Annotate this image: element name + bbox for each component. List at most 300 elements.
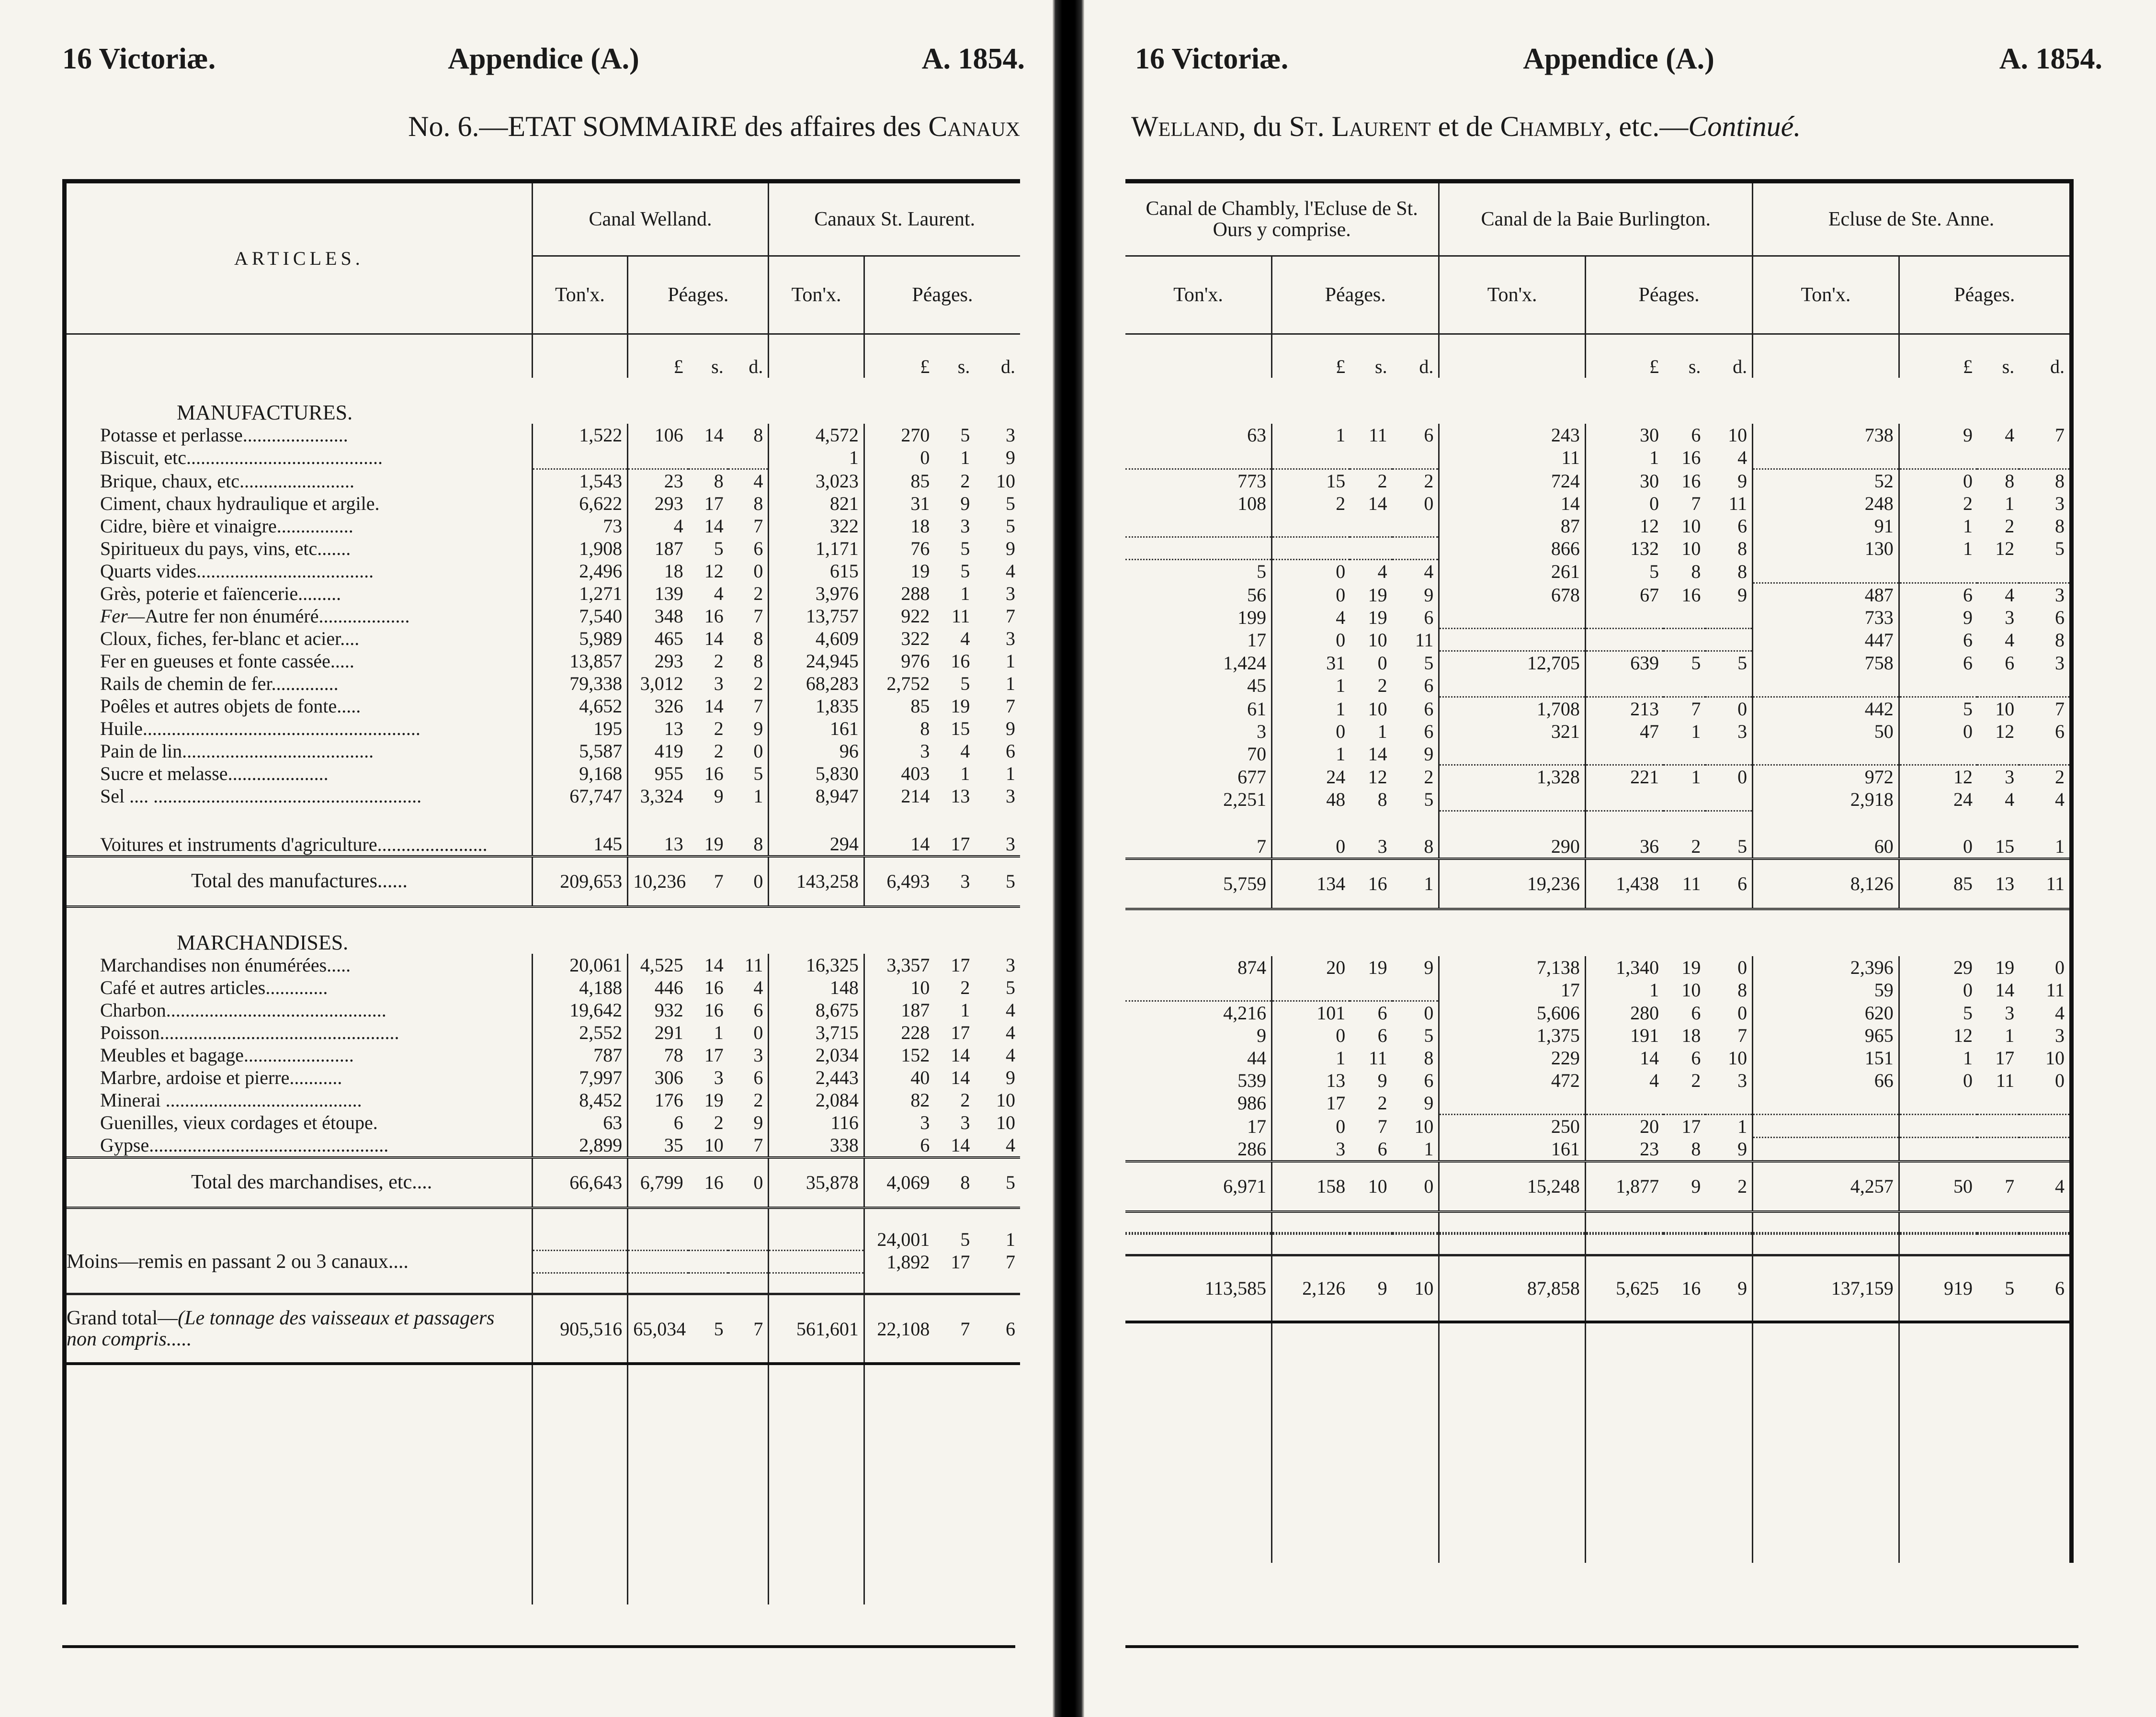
shillings-cell: 10 bbox=[1681, 537, 1701, 559]
moins-row bbox=[65, 1251, 1021, 1273]
row-label: Grès, poterie et faïencerie......... bbox=[100, 582, 341, 604]
tonnage-cell bbox=[532, 446, 628, 469]
shillings-cell: 16 bbox=[951, 650, 970, 672]
tonnage-cell: 472 bbox=[1439, 1069, 1586, 1092]
pounds-cell bbox=[1899, 1138, 1977, 1162]
tonnage-cell: 66 bbox=[1753, 1069, 1899, 1092]
shillings-cell: 8 bbox=[1377, 789, 1387, 810]
pounds-cell: 932 bbox=[628, 999, 688, 1021]
pence-cell: 0 bbox=[1424, 1002, 1434, 1024]
pence-cell: 3 bbox=[1006, 627, 1015, 649]
shillings-cell bbox=[1977, 446, 2019, 469]
pounds-cell: 0 bbox=[1272, 583, 1350, 606]
pounds-cell: 0 bbox=[1272, 560, 1350, 583]
tonnage-cell: 866 bbox=[1439, 537, 1586, 560]
shillings-cell: 11 bbox=[951, 605, 970, 627]
tonnage-cell: 6,971 bbox=[1125, 1161, 1272, 1211]
shillings-cell: 1 bbox=[960, 762, 970, 784]
pence-cell: 9 bbox=[1006, 447, 1015, 468]
pence-cell: 2 bbox=[753, 1089, 763, 1111]
shillings-cell: 12 bbox=[704, 560, 724, 582]
pounds-cell bbox=[628, 446, 688, 469]
pounds-cell: 17 bbox=[1272, 1092, 1350, 1114]
tonnage-cell: 108 bbox=[1237, 492, 1267, 514]
shillings-cell: 17 bbox=[704, 1044, 724, 1066]
table-row bbox=[65, 785, 1021, 807]
tonnage-cell: 143,258 bbox=[769, 856, 864, 906]
pounds-cell: 3 bbox=[864, 740, 934, 762]
pence-cell bbox=[1705, 629, 1752, 651]
pounds-cell bbox=[1899, 1114, 1977, 1138]
pence-cell: 1 bbox=[1006, 1228, 1015, 1250]
grand-total-row bbox=[1125, 1255, 2072, 1322]
tonnage-cell: 4,652 bbox=[532, 695, 628, 717]
pounds-cell bbox=[1272, 446, 1350, 469]
tonnage-cell: 9,168 bbox=[532, 762, 628, 785]
shillings-cell: 16 bbox=[1681, 447, 1701, 468]
pence-cell bbox=[2019, 560, 2071, 583]
shillings-cell: 3 bbox=[714, 1066, 724, 1088]
pounds-cell: 3 bbox=[1272, 1138, 1350, 1162]
tonnage-cell: 195 bbox=[532, 717, 628, 740]
table-left bbox=[62, 179, 1020, 1604]
shillings-cell: 2 bbox=[2005, 515, 2015, 537]
pounds-cell: 40 bbox=[864, 1066, 934, 1089]
shillings-cell: 1 bbox=[1691, 720, 1701, 742]
pounds-cell: 20 bbox=[1585, 1114, 1664, 1138]
shillings-cell bbox=[1664, 1092, 1705, 1114]
pence-cell: 9 bbox=[1737, 470, 1747, 492]
shillings-cell: 17 bbox=[1995, 1047, 2015, 1069]
pence-cell: 3 bbox=[1006, 424, 1015, 446]
fer-prefix: Fer— bbox=[100, 605, 145, 627]
pounds-cell: 6,493 bbox=[864, 856, 934, 906]
shilling-label: s. bbox=[1375, 356, 1387, 377]
shillings-cell: 6 bbox=[1691, 1002, 1701, 1024]
pounds-cell: 1 bbox=[1272, 743, 1350, 765]
shillings-cell: 12 bbox=[1368, 766, 1387, 788]
shillings-cell bbox=[1977, 743, 2019, 765]
shillings-cell: 5 bbox=[960, 424, 970, 446]
pounds-cell: 20 bbox=[1272, 956, 1350, 979]
pounds-cell bbox=[1585, 743, 1664, 765]
pounds-cell: 187 bbox=[628, 537, 688, 560]
tonnage-cell: 73 bbox=[532, 515, 628, 537]
tonnage-cell: 63 bbox=[532, 1111, 628, 1134]
pounds-cell: 0 bbox=[1899, 469, 1977, 492]
tonnage-cell: 321 bbox=[1439, 720, 1586, 743]
shillings-cell: 19 bbox=[1995, 956, 2015, 978]
table-row bbox=[1125, 583, 2072, 606]
tonnage-cell: 561,601 bbox=[769, 1294, 864, 1364]
pence-cell: 3 bbox=[2055, 492, 2065, 514]
row-label: Biscuit, etc......................................... bbox=[100, 447, 383, 468]
tonnage-cell: 2,552 bbox=[532, 1021, 628, 1044]
pounds-cell: 0 bbox=[1585, 492, 1664, 515]
tonnage-cell: 145 bbox=[532, 807, 628, 857]
shillings-cell bbox=[1977, 1138, 2019, 1162]
pounds-cell: 187 bbox=[864, 999, 934, 1021]
pounds-cell bbox=[1899, 674, 1977, 697]
tonnage-cell bbox=[1439, 788, 1586, 811]
pence-cell: 9 bbox=[1424, 584, 1434, 606]
table-row bbox=[65, 717, 1021, 740]
pounds-cell: 6 bbox=[1899, 583, 1977, 606]
shillings-cell: 0 bbox=[1377, 652, 1387, 674]
shillings-cell: 4 bbox=[960, 627, 970, 649]
shillings-cell: 10 bbox=[1995, 698, 2015, 720]
shillings-cell: 2 bbox=[714, 1111, 724, 1133]
pence-cell: 5 bbox=[1737, 652, 1747, 674]
tolls-header: Péages. bbox=[628, 256, 769, 334]
pounds-cell: 446 bbox=[628, 976, 688, 999]
pence-cell bbox=[2019, 1114, 2071, 1138]
pence-cell: 3 bbox=[1006, 785, 1015, 807]
tonnage-cell: 2,496 bbox=[532, 560, 628, 582]
tonnage-cell: 1,908 bbox=[532, 537, 628, 560]
tonnage-cell: 20,061 bbox=[532, 954, 628, 976]
tonnage-cell bbox=[1753, 1092, 1899, 1114]
pounds-cell: 65,034 bbox=[628, 1294, 688, 1364]
pounds-cell: 221 bbox=[1585, 765, 1664, 789]
tonnage-cell: 1,328 bbox=[1439, 765, 1586, 789]
shillings-cell bbox=[1977, 560, 2019, 583]
pence-cell: 8 bbox=[1424, 1047, 1434, 1069]
row-label: Café et autres articles............. bbox=[100, 976, 328, 998]
shillings-cell: 7 bbox=[960, 1318, 970, 1340]
pence-cell: 1 bbox=[1392, 858, 1439, 909]
table-row bbox=[1125, 697, 2072, 720]
pence-cell: 10 bbox=[1728, 424, 1747, 446]
pence-cell: 10 bbox=[1414, 1115, 1434, 1137]
table-row bbox=[1125, 1047, 2072, 1069]
table-row bbox=[65, 650, 1021, 672]
table-right bbox=[1125, 179, 2074, 1563]
shillings-cell: 10 bbox=[1350, 1161, 1392, 1211]
pence-cell: 0 bbox=[753, 1021, 763, 1043]
table-row bbox=[65, 627, 1021, 650]
pounds-cell: 31 bbox=[1272, 651, 1350, 675]
grand-total-text: Grand total— bbox=[67, 1307, 178, 1329]
pounds-cell: 12 bbox=[1899, 765, 1977, 789]
pounds-cell: 0 bbox=[1899, 1069, 1977, 1092]
pounds-cell: 1,877 bbox=[1585, 1161, 1664, 1211]
pounds-cell: 31 bbox=[864, 492, 934, 515]
tonnage-cell: 1,375 bbox=[1439, 1024, 1586, 1047]
pounds-cell: 1,438 bbox=[1585, 858, 1664, 909]
pence-cell: 6 bbox=[2055, 1277, 2065, 1299]
tonnage-cell: 4,216 bbox=[1223, 1002, 1267, 1024]
shillings-cell: 7 bbox=[1977, 1161, 2019, 1211]
row-label: Total des manufactures...... bbox=[65, 856, 533, 906]
table-row bbox=[1125, 651, 2072, 675]
pence-cell: 5 bbox=[1424, 1025, 1434, 1046]
table-row bbox=[65, 1066, 1021, 1089]
tonnage-cell: 972 bbox=[1753, 765, 1899, 789]
pounds-cell: 3 bbox=[864, 1111, 934, 1134]
table-row bbox=[1125, 1001, 2072, 1025]
pounds-cell: 132 bbox=[1585, 537, 1664, 560]
pence-cell: 4 bbox=[2055, 789, 2065, 810]
pounds-cell: 280 bbox=[1585, 1001, 1664, 1025]
tonnage-cell: 13,757 bbox=[769, 605, 864, 627]
pence-cell bbox=[1705, 674, 1752, 697]
tonnage-cell: 9 bbox=[1257, 1025, 1267, 1046]
tonnage-cell: 539 bbox=[1237, 1070, 1267, 1091]
tonnage-cell: 1,171 bbox=[769, 537, 864, 560]
tonnage-cell bbox=[1125, 515, 1272, 537]
pence-cell: 1 bbox=[753, 785, 763, 807]
pounds-cell: 67 bbox=[1585, 583, 1664, 606]
tonnage-cell: 59 bbox=[1753, 979, 1899, 1001]
pence-cell: 2 bbox=[1424, 470, 1434, 492]
tonnage-cell: 60 bbox=[1753, 811, 1899, 858]
pounds-cell: 1 bbox=[1899, 537, 1977, 560]
pence-cell: 4 bbox=[2019, 1161, 2071, 1211]
pence-label: d. bbox=[1733, 356, 1747, 377]
tonnage-cell: 8,452 bbox=[532, 1089, 628, 1111]
shillings-cell: 6 bbox=[1377, 1025, 1387, 1046]
shillings-cell: 6 bbox=[1691, 424, 1701, 446]
shillings-cell: 3 bbox=[960, 1111, 970, 1133]
tonnage-cell bbox=[1753, 1138, 1899, 1162]
shillings-cell: 9 bbox=[960, 492, 970, 514]
pounds-cell: 19 bbox=[864, 560, 934, 582]
tonnage-cell: 87,858 bbox=[1439, 1255, 1586, 1322]
pence-cell: 9 bbox=[1737, 1277, 1747, 1299]
pounds-cell: 0 bbox=[1899, 979, 1977, 1001]
pence-cell: 8 bbox=[753, 627, 763, 649]
pence-label: d. bbox=[1419, 356, 1434, 377]
pence-cell: 5 bbox=[1424, 652, 1434, 674]
tonnage-cell: 5,759 bbox=[1125, 858, 1272, 909]
tolls-header: Péages. bbox=[1585, 256, 1752, 334]
tonnage-cell: 261 bbox=[1439, 560, 1586, 583]
shillings-cell: 4 bbox=[714, 582, 724, 604]
shillings-cell: 3 bbox=[934, 856, 975, 906]
pence-cell: 7 bbox=[753, 695, 763, 717]
pence-cell: 3 bbox=[2055, 652, 2065, 674]
row-label: Rails de chemin de fer.............. bbox=[100, 672, 339, 694]
table-row bbox=[1125, 606, 2072, 629]
pounds-cell: 1 bbox=[1272, 697, 1350, 720]
shillings-cell: 2 bbox=[714, 740, 724, 762]
shillings-cell: 1 bbox=[960, 447, 970, 468]
shillings-cell: 9 bbox=[1664, 1161, 1705, 1211]
pounds-cell: 23 bbox=[1585, 1138, 1664, 1162]
shillings-cell: 1 bbox=[714, 1021, 724, 1043]
tolls-header: Péages. bbox=[864, 256, 1020, 334]
pounds-cell: 403 bbox=[864, 762, 934, 785]
shillings-cell: 10 bbox=[1368, 698, 1387, 720]
pence-cell: 0 bbox=[728, 1157, 769, 1208]
tonnage-cell: 1,424 bbox=[1223, 652, 1267, 674]
pence-cell: 3 bbox=[1006, 954, 1015, 976]
shilling-label: s. bbox=[957, 356, 970, 377]
pounds-cell: 15 bbox=[1272, 469, 1350, 492]
shillings-cell: 6 bbox=[1377, 1002, 1387, 1024]
pence-cell: 1 bbox=[1006, 650, 1015, 672]
pounds-cell: 9 bbox=[1899, 424, 1977, 446]
pence-cell: 4 bbox=[1737, 447, 1747, 468]
tonnage-cell: 17 bbox=[1247, 629, 1267, 651]
pence-cell: 7 bbox=[2055, 698, 2065, 720]
pounds-cell: 0 bbox=[1899, 720, 1977, 743]
pence-cell: 4 bbox=[753, 470, 763, 492]
shillings-cell: 1 bbox=[2005, 492, 2015, 514]
pounds-cell bbox=[1899, 1092, 1977, 1114]
pounds-cell: 322 bbox=[864, 627, 934, 650]
pounds-cell: 6 bbox=[1899, 651, 1977, 675]
table-row bbox=[1125, 515, 2072, 537]
pounds-cell: 1 bbox=[1585, 446, 1664, 469]
tonnage-cell: 733 bbox=[1753, 606, 1899, 629]
pence-cell: 0 bbox=[1392, 1161, 1439, 1211]
pence-cell: 7 bbox=[1006, 1251, 1015, 1273]
pence-cell: 7 bbox=[753, 515, 763, 537]
table-row bbox=[65, 672, 1021, 695]
tonnage-cell: 243 bbox=[1439, 424, 1586, 446]
pence-cell: 6 bbox=[1424, 698, 1434, 720]
pence-cell: 3 bbox=[1006, 582, 1015, 604]
tonnage-cell: 5,587 bbox=[532, 740, 628, 762]
tonnage-cell: 322 bbox=[769, 515, 864, 537]
pounds-cell: 1 bbox=[1272, 1047, 1350, 1069]
table-title-right: Welland, du St. Laurent et de Chambly, etc.—Continué. bbox=[1131, 111, 1801, 142]
table-row bbox=[65, 1021, 1021, 1044]
shillings-cell: 5 bbox=[960, 672, 970, 694]
tonnage-cell: 677 bbox=[1237, 766, 1267, 788]
tonnage-cell: 4,188 bbox=[532, 976, 628, 999]
pence-cell: 4 bbox=[1006, 999, 1015, 1021]
pence-cell: 0 bbox=[1737, 956, 1747, 978]
shillings-cell: 4 bbox=[2005, 424, 2015, 446]
shilling-label: s. bbox=[2002, 356, 2015, 377]
tonnage-cell: 7,138 bbox=[1439, 956, 1586, 979]
grand-total-label bbox=[65, 1294, 533, 1364]
shillings-cell: 17 bbox=[951, 833, 970, 855]
tonnage-cell: 70 bbox=[1247, 743, 1267, 765]
articles-header: ARTICLES. bbox=[65, 181, 533, 334]
shilling-label: s. bbox=[711, 356, 724, 377]
tonnage-cell: 442 bbox=[1753, 697, 1899, 720]
table-row bbox=[65, 446, 1021, 469]
pence-cell: 6 bbox=[1424, 424, 1434, 446]
shillings-cell: 2 bbox=[960, 976, 970, 998]
shillings-cell: 12 bbox=[1995, 537, 2015, 559]
tonnage-cell: 7,540 bbox=[532, 605, 628, 627]
shillings-cell bbox=[1977, 1092, 2019, 1114]
shillings-cell: 3 bbox=[960, 515, 970, 537]
dotted-cell bbox=[728, 1251, 769, 1273]
pounds-cell: 10,236 bbox=[628, 856, 688, 906]
pence-cell bbox=[1705, 606, 1752, 629]
header-year: A. 1854. bbox=[1999, 43, 2102, 75]
tonnage-cell: 67,747 bbox=[532, 785, 628, 807]
shilling-label: s. bbox=[1688, 356, 1701, 377]
pounds-cell: 288 bbox=[864, 582, 934, 605]
header-appendix: Appendice (A.) bbox=[448, 43, 639, 75]
tonnage-cell: 17 bbox=[1247, 1115, 1267, 1137]
pounds-cell bbox=[1585, 629, 1664, 651]
pence-cell: 5 bbox=[2055, 537, 2065, 559]
tonnage-cell: 4,609 bbox=[769, 627, 864, 650]
pence-cell: 10 bbox=[996, 470, 1015, 492]
tonnage-cell: 161 bbox=[1439, 1138, 1586, 1162]
tonnage-cell: 724 bbox=[1439, 469, 1586, 492]
pence-cell: 7 bbox=[1737, 1025, 1747, 1046]
tonnage-cell: 44 bbox=[1247, 1047, 1267, 1069]
shillings-cell: 1 bbox=[960, 582, 970, 604]
pounds-cell: 14 bbox=[1585, 1047, 1664, 1069]
pence-cell: 1 bbox=[1424, 1138, 1434, 1160]
shillings-cell: 14 bbox=[951, 1044, 970, 1066]
pence-cell: 5 bbox=[1006, 515, 1015, 537]
table-row bbox=[65, 605, 1021, 627]
tonnage-cell: 96 bbox=[769, 740, 864, 762]
shillings-cell: 16 bbox=[1681, 584, 1701, 606]
pounds-cell: 13 bbox=[1272, 1069, 1350, 1092]
pence-cell: 6 bbox=[753, 537, 763, 559]
table-row bbox=[1125, 979, 2072, 1001]
shillings-cell: 17 bbox=[1681, 1115, 1701, 1137]
row-label: Cidre, bière et vinaigre................ bbox=[100, 515, 353, 537]
tolls-header: Péages. bbox=[1272, 256, 1439, 334]
pounds-cell: 9 bbox=[1899, 606, 1977, 629]
tonnage-cell: 1,835 bbox=[769, 695, 864, 717]
pounds-cell: 3,012 bbox=[628, 672, 688, 695]
pence-cell bbox=[2019, 1092, 2071, 1114]
shillings-cell: 11 bbox=[1664, 858, 1705, 909]
shillings-cell: 4 bbox=[1377, 561, 1387, 582]
pence-cell: 4 bbox=[2055, 1002, 2065, 1024]
dotted-cell bbox=[628, 1251, 688, 1273]
row-label: Huile.......................................................... bbox=[100, 717, 420, 739]
tonnage-cell: 17 bbox=[1439, 979, 1586, 1001]
pence-label: d. bbox=[2050, 356, 2065, 377]
pounds-cell: 12 bbox=[1899, 1024, 1977, 1047]
pence-cell: 9 bbox=[1006, 1066, 1015, 1088]
pounds-cell: 78 bbox=[628, 1044, 688, 1066]
pounds-cell: 10 bbox=[864, 976, 934, 999]
tonnage-cell: 2,899 bbox=[532, 1134, 628, 1158]
pounds-cell: 24 bbox=[1899, 788, 1977, 811]
shillings-cell: 2 bbox=[960, 1089, 970, 1111]
pounds-cell: 293 bbox=[628, 492, 688, 515]
shillings-cell: 5 bbox=[2005, 1277, 2015, 1299]
pence-cell: 6 bbox=[1737, 515, 1747, 537]
tonnage-cell: 116 bbox=[769, 1111, 864, 1134]
pence-cell: 4 bbox=[1006, 1134, 1015, 1156]
tonnage-cell: 3,023 bbox=[769, 469, 864, 492]
table-row bbox=[65, 999, 1021, 1021]
pence-cell: 10 bbox=[2045, 1047, 2065, 1069]
row-label: Charbon.............................................. bbox=[100, 999, 386, 1021]
table-row bbox=[65, 1134, 1021, 1158]
tonnage-cell: 12,705 bbox=[1439, 651, 1586, 675]
pounds-cell: 5 bbox=[1899, 697, 1977, 720]
shillings-cell: 1 bbox=[1691, 766, 1701, 788]
shillings-cell: 3 bbox=[714, 672, 724, 694]
shillings-cell: 7 bbox=[1691, 698, 1701, 720]
tonnage-cell: 113,585 bbox=[1204, 1277, 1267, 1299]
tonnage-cell: 2,918 bbox=[1753, 788, 1899, 811]
shillings-cell: 9 bbox=[1377, 1070, 1387, 1091]
shillings-cell: 8 bbox=[1691, 1138, 1701, 1160]
row-label: Spiritueux du pays, vins, etc....... bbox=[100, 537, 351, 559]
tonnage-cell: 1,522 bbox=[532, 424, 628, 446]
pounds-cell: 76 bbox=[864, 537, 934, 560]
